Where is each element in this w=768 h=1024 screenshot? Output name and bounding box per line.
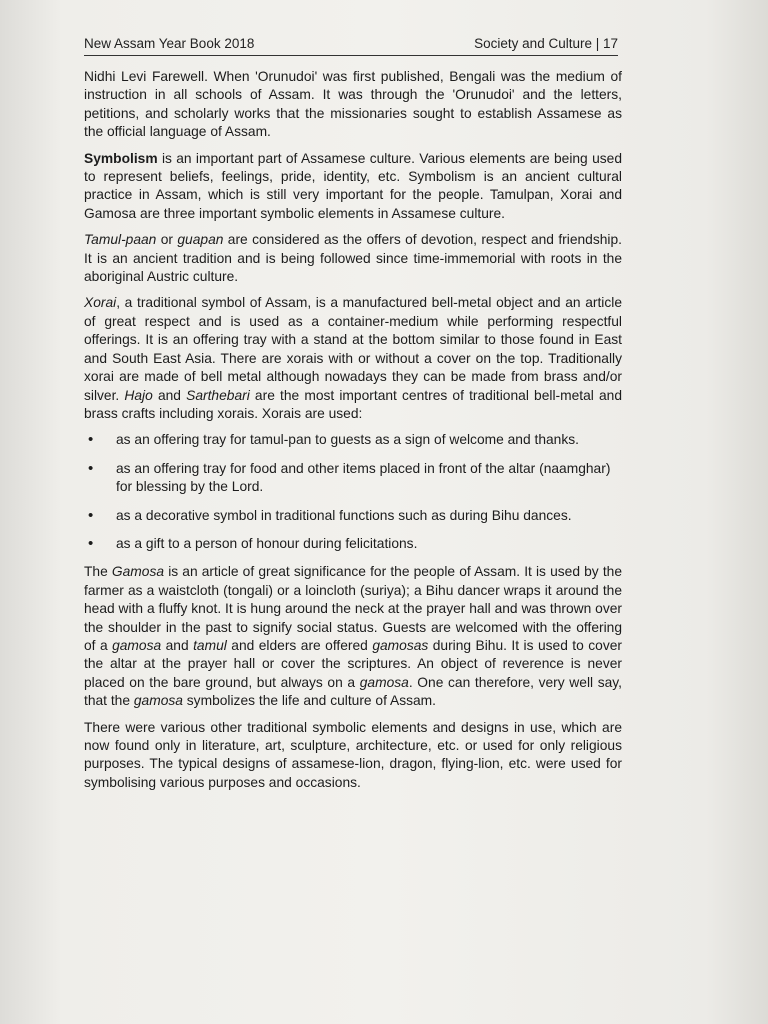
term-gamosa-2: gamosa — [112, 637, 162, 653]
term-gamosas: gamosas — [372, 637, 429, 653]
place-sarthebari: Sarthebari — [186, 387, 250, 403]
running-header — [84, 36, 618, 56]
tamul-paan-text: are considered as the offers of devotion, respect and friendship. It is an ancient tradition and is being followed since time-immemorial with roots in the aboriginal Austric culture. — [84, 232, 622, 285]
term-tamul-paan: Tamul-paan — [84, 232, 157, 248]
section-page-number: Society and Culture | 17 — [474, 36, 618, 51]
term-xorai: Xorai — [84, 295, 117, 311]
book-title: New Assam Year Book 2018 — [84, 36, 255, 51]
list-item: • as an offering tray for tamul-pan to guests as a sign of welcome and thanks. — [84, 431, 622, 449]
gamosa-text-a: The — [84, 564, 112, 580]
term-gamosa-4: gamosa — [133, 693, 183, 709]
symbolism-text: is an important part of Assamese culture. Various elements are being used to represent beliefs, feelings, pride, identity, etc. Symbolism is an ancient cultural practice in Assam, which is still very important for the people. Tamulpan, Xorai and Gamosa are three important symbolic elements in Assamese culture. — [84, 150, 622, 221]
gamosa-text-f: . One can therefore, very well say, that the — [84, 674, 622, 709]
paragraph-other-symbols: There were various other traditional symbolic elements and designs in use, which are now found only in literature, art, sculpture, architecture, etc. or used for only religious purposes. The typical designs of assamese-lion, dragon, flying-lion, etc. were used for symbolising various purposes and occasions. — [84, 719, 622, 790]
term-guapan: guapan — [177, 232, 224, 248]
place-hajo: Hajo — [124, 387, 153, 403]
gamosa-text-d: and elders are offered — [226, 637, 373, 653]
term-gamosa-3: gamosa — [359, 674, 409, 690]
list-item: • as an offering tray for food and other items placed in front of the altar (naamghar) for blessing by the Lord. — [84, 460, 622, 497]
paragraph-symbolism — [84, 150, 622, 224]
paragraph-xorai — [84, 294, 622, 423]
xorai-text-2: are the most important centres of traditional bell-metal and brass crafts including xorais. Xorais are used: — [84, 387, 623, 421]
paragraph-tamul-paan — [84, 231, 622, 286]
term-gamosa: Gamosa — [111, 564, 165, 580]
gamosa-text-e: during Bihu. It is used to cover the altar at the prayer hall or cover the scriptures. An object of reverence is never placed on the bare ground, but always on a — [84, 637, 622, 690]
paragraph-orunudoi: Nidhi Levi Farewell. When 'Orunudoi' was first published, Bengali was the medium of instruction in all schools of Assam. It was through the 'Orunudoi' and the letters, petitions, and scholarly works that the missionaries sought to establish Assamese as the official language of Assam. — [84, 69, 622, 140]
list-item: • as a gift to a person of honour during felicitations. — [84, 535, 622, 553]
xorai-uses-list — [84, 431, 622, 553]
gamosa-text-b: is an article of great significance for the people of Assam. It is used by the farmer as a waistcloth (tongali) or a loincloth (suriya); a Bihu dancer wraps it around the head with a fluffy knot. It is hung around the neck at the prayer hall and was thrown over the shoulder in the past to signify social status. Guests are welcomed with the offering of a — [84, 564, 622, 653]
term-symbolism: Symbolism — [84, 150, 158, 166]
paragraph-gamosa — [84, 563, 622, 710]
tamul-paan-connector: or — [156, 232, 178, 248]
xorai-connector: and — [152, 387, 187, 403]
list-item: • as a decorative symbol in traditional functions such as during Bihu dances. — [84, 507, 622, 525]
term-tamul: tamul — [193, 637, 227, 653]
xorai-text-1: , a traditional symbol of Assam, is a manufactured bell-metal object and an article of great respect and is used as a container-medium while performing respectful offerings. It is an offering tray with a stand at the bottom similar to those found in East and South East Asia. There are xorais with or without a cover on the top. Traditionally xorai are made of bell metal although nowadays they can be made from brass and/or silver. — [84, 295, 622, 403]
gamosa-text-g: symbolizes the life and culture of Assam. — [182, 693, 437, 709]
gamosa-text-c: and — [161, 637, 194, 653]
page-body — [84, 68, 622, 800]
